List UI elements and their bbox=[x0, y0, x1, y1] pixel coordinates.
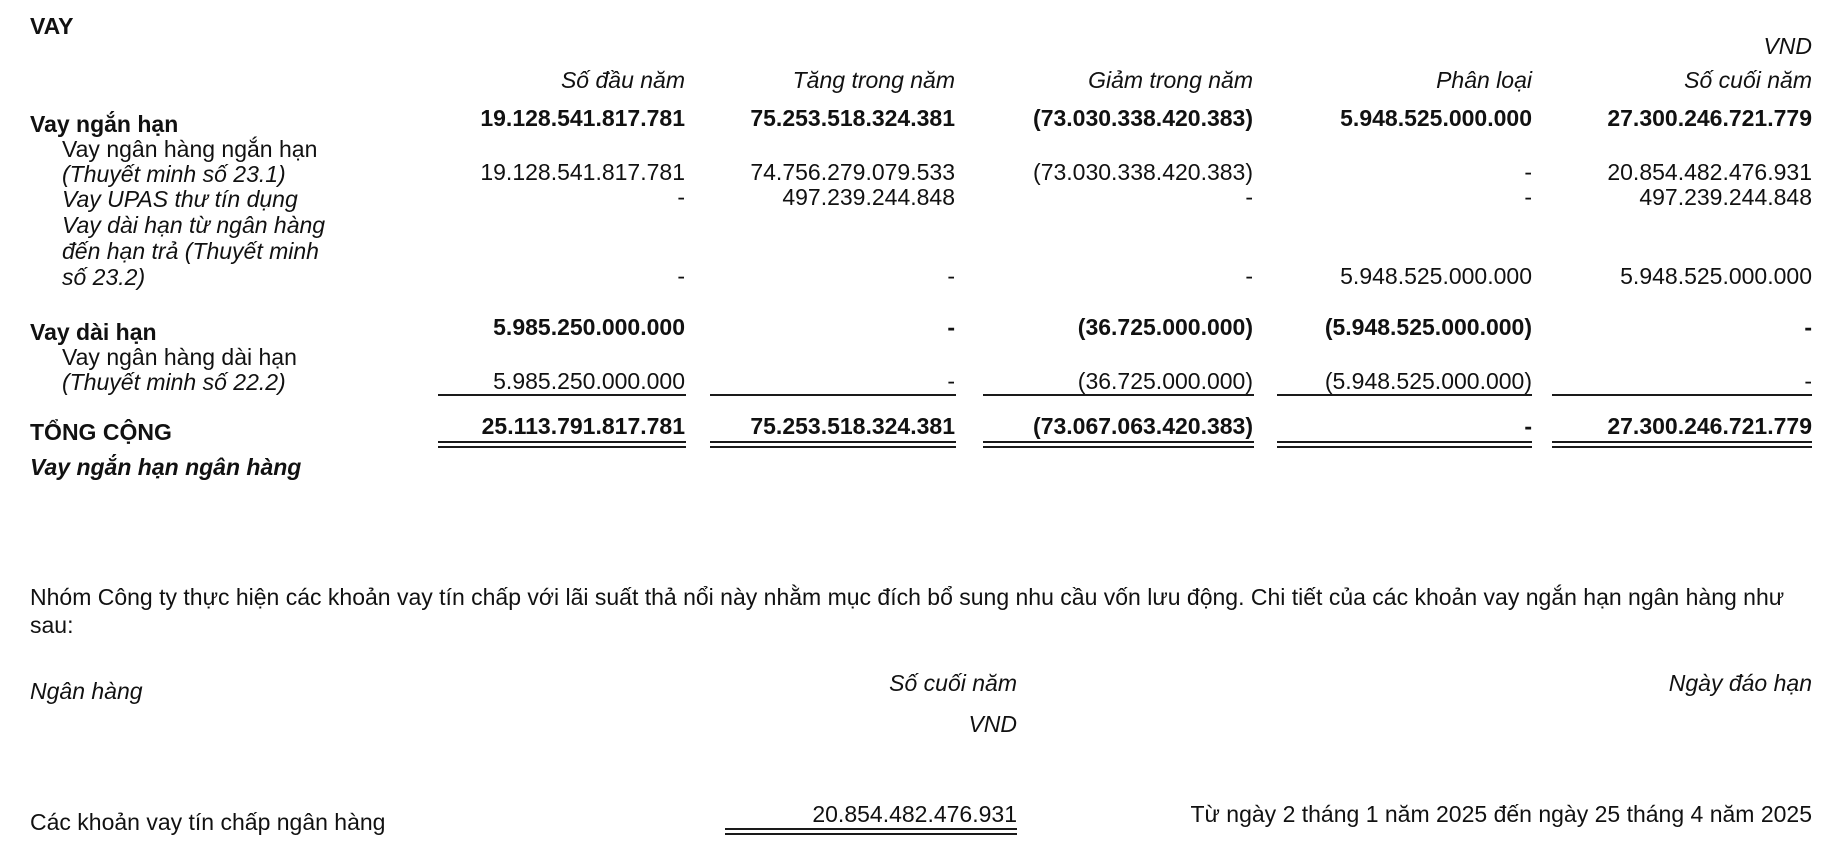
row-label-unsecured-loans: Các khoản vay tín chấp ngân hàng bbox=[30, 809, 386, 835]
subtotal-rule bbox=[1552, 394, 1812, 396]
row-label-long-term-loans: Vay dài hạn bbox=[30, 319, 157, 345]
subtotal-rule bbox=[438, 394, 686, 396]
total-rule bbox=[710, 441, 956, 443]
header-classification: Phân loại bbox=[1436, 67, 1532, 93]
table-cell: - bbox=[1524, 413, 1532, 439]
table-cell: 27.300.246.721.779 bbox=[1607, 413, 1812, 439]
total-rule bbox=[1277, 446, 1532, 448]
table-cell: (5.948.525.000.000) bbox=[1324, 314, 1532, 340]
table-cell: 25.113.791.817.781 bbox=[481, 413, 685, 439]
row-label-short-term-loans: Vay ngắn hạn bbox=[30, 111, 179, 137]
table-cell: - bbox=[947, 263, 955, 289]
row-label-current-portion-line3: số 23.2) bbox=[62, 264, 146, 290]
table-cell: 74.756.279.079.533 bbox=[750, 159, 955, 185]
total-rule bbox=[983, 441, 1254, 443]
total-rule bbox=[725, 828, 1017, 830]
table-cell: - bbox=[947, 314, 955, 340]
row-note-ref: (Thuyết minh số 22.2) bbox=[62, 369, 286, 395]
table-cell: - bbox=[1804, 314, 1812, 340]
table-cell: (36.725.000.000) bbox=[1077, 314, 1253, 340]
total-rule bbox=[725, 833, 1017, 835]
subtotal-rule bbox=[1277, 394, 1532, 396]
header-closing-balance-2: Số cuối năm bbox=[889, 670, 1017, 696]
table-cell-maturity: Từ ngày 2 tháng 1 năm 2025 đến ngày 25 tháng 4 năm 2025 bbox=[1190, 801, 1812, 827]
row-label-total: TỔNG CỘNG bbox=[30, 419, 172, 445]
table-cell: - bbox=[1804, 368, 1812, 394]
table-cell: - bbox=[1245, 263, 1253, 289]
table-cell: - bbox=[947, 368, 955, 394]
table-cell: - bbox=[677, 263, 685, 289]
total-rule bbox=[1277, 441, 1532, 443]
row-note-ref: (Thuyết minh số 23.1) bbox=[62, 161, 286, 187]
section-title: VAY bbox=[30, 13, 74, 39]
table-cell: 5.948.525.000.000 bbox=[1620, 263, 1812, 289]
table-cell: (73.067.063.420.383) bbox=[1033, 413, 1253, 439]
table-cell: (73.030.338.420.383) bbox=[1033, 105, 1253, 131]
row-label-current-portion-line2: đến hạn trả (Thuyết minh bbox=[62, 238, 319, 264]
table-cell: (5.948.525.000.000) bbox=[1324, 368, 1532, 394]
header-closing-balance: Số cuối năm bbox=[1684, 67, 1812, 93]
table-cell: - bbox=[1524, 159, 1532, 185]
total-rule bbox=[1552, 441, 1812, 443]
table-cell: (73.030.338.420.383) bbox=[1033, 159, 1253, 185]
table-cell: 19.128.541.817.781 bbox=[480, 105, 685, 131]
currency-unit: VND bbox=[1763, 33, 1812, 59]
row-label-long-term-bank-loans: Vay ngân hàng dài hạn bbox=[62, 344, 297, 370]
table-cell: - bbox=[1524, 184, 1532, 210]
table-cell: 497.239.244.848 bbox=[782, 184, 955, 210]
header-bank: Ngân hàng bbox=[30, 678, 143, 704]
table-cell: 5.985.250.000.000 bbox=[493, 368, 685, 394]
header-decrease: Giảm trong năm bbox=[1088, 67, 1253, 93]
row-label-short-term-bank-loans: Vay ngân hàng ngắn hạn bbox=[62, 136, 318, 162]
row-label-upas-loan: Vay UPAS thư tín dụng bbox=[62, 186, 298, 212]
subtotal-rule bbox=[983, 394, 1254, 396]
total-rule bbox=[983, 446, 1254, 448]
table-cell: 27.300.246.721.779 bbox=[1607, 105, 1812, 131]
total-rule bbox=[1552, 446, 1812, 448]
table-cell: 20.854.482.476.931 bbox=[812, 801, 1017, 827]
table-cell: 19.128.541.817.781 bbox=[480, 159, 685, 185]
table2-unit: VND bbox=[968, 711, 1017, 737]
table-cell: - bbox=[677, 184, 685, 210]
table-cell: 5.948.525.000.000 bbox=[1340, 263, 1532, 289]
table-cell: 5.985.250.000.000 bbox=[493, 314, 685, 340]
header-maturity-date: Ngày đáo hạn bbox=[1668, 670, 1812, 696]
subsection-title: Vay ngắn hạn ngân hàng bbox=[30, 454, 302, 480]
table-cell: 20.854.482.476.931 bbox=[1607, 159, 1812, 185]
table-cell: 75.253.518.324.381 bbox=[750, 413, 955, 439]
total-rule bbox=[438, 446, 686, 448]
header-opening-balance: Số đầu năm bbox=[560, 67, 685, 93]
table-cell: 5.948.525.000.000 bbox=[1340, 105, 1532, 131]
table-cell: 75.253.518.324.381 bbox=[750, 105, 955, 131]
table-cell: - bbox=[1245, 184, 1253, 210]
table-cell: 497.239.244.848 bbox=[1639, 184, 1812, 210]
row-label-current-portion: Vay dài hạn từ ngân hàng bbox=[62, 212, 326, 238]
total-rule bbox=[710, 446, 956, 448]
total-rule bbox=[438, 441, 686, 443]
subtotal-rule bbox=[710, 394, 956, 396]
description-paragraph: Nhóm Công ty thực hiện các khoản vay tín chấp với lãi suất thả nổi này nhằm mục đích bổ sung nhu cầu vốn lưu động. Chi tiết của các khoản vay ngắn hạn ngân hàng như sau: bbox=[30, 584, 1785, 638]
header-increase: Tăng trong năm bbox=[792, 67, 955, 93]
table-cell: (36.725.000.000) bbox=[1077, 368, 1253, 394]
